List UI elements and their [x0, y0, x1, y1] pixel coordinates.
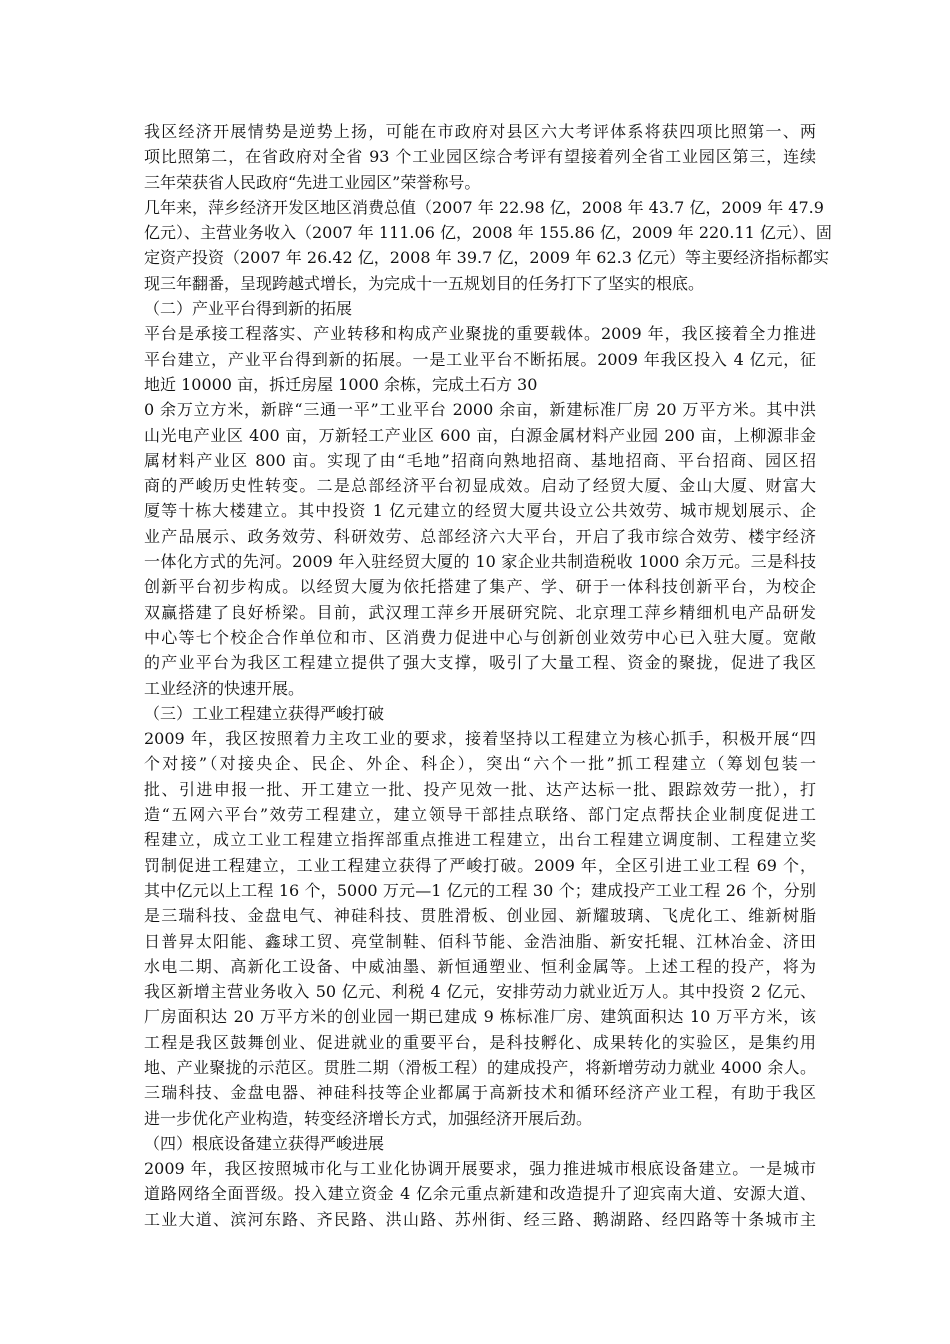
text-line: 水电二期、高新化工设备、中威油墨、新恒通塑业、恒利金属等。上述工程的投产，将为 — [144, 956, 816, 976]
text-line: 现三年翻番，呈现跨越式增长，为完成十一五规划目的任务打下了坚实的根底。 — [144, 273, 705, 293]
document-body — [144, 119, 832, 1232]
text-line: （二）产业平台得到新的拓展 — [144, 299, 353, 319]
text-line: 2009 年，我区按照着力主攻工业的要求，接着坚持以工程建立为核心抓手，积极开展“四 — [144, 729, 816, 749]
text-line: 双赢搭建了良好桥梁。目前，武汉理工萍乡开展研究院、北京理工萍乡精细机电产品研发 — [144, 602, 816, 622]
text-line: 我区新增主营业务收入 50 亿元、利税 4 亿元，安排劳动力就业近万人。其中投资 2 亿元、 — [144, 982, 816, 1002]
text-line: 地、产业聚拢的示范区。贯胜二期（滑板工程）的建成投产，将新增劳动力就业 4000 余人。 — [144, 1057, 816, 1077]
text-line: 0 余万立方米，新辟“三通一平”工业平台 2000 余亩，新建标准厂房 20 万平方米。其中洪 — [144, 400, 816, 420]
text-line: 批、引进申报一批、开工建立一批、投产见效一批、达产达标一批、跟踪效劳一批），打 — [144, 779, 816, 799]
text-line: 定资产投资（2007 年 26.42 亿，2008 年 39.7 亿，2009 年 62.3 亿元）等主要经济指标都实 — [144, 248, 829, 268]
text-line: 厂房面积达 20 万平方米的创业园一期已建成 9 栋标准厂房、建筑面积达 10 万平方米，该 — [144, 1007, 816, 1027]
text-line: 进一步优化产业构造，转变经济增长方式，加强经济开展后劲。 — [144, 1108, 593, 1128]
text-line: 的产业平台为我区工程建立提供了强大支撑，吸引了大量工程、资金的聚拢，促进了我区 — [144, 653, 816, 673]
text-line: 工程是我区鼓舞创业、促进就业的重要平台，是科技孵化、成果转化的实验区，是集约用 — [144, 1032, 816, 1052]
text-line: 道路网络全面晋级。投入建立资金 4 亿余元重点新建和改造提升了迎宾南大道、安源大道、 — [144, 1184, 816, 1204]
text-line: 创新平台初步构成。以经贸大厦为依托搭建了集产、学、研于一体科技创新平台，为校企 — [144, 577, 816, 597]
text-line: 罚制促进工程建立，工业工程建立获得了严峻打破。2009 年，全区引进工业工程 69 个， — [144, 855, 816, 875]
text-line: 几年来，萍乡经济开发区地区消费总值（2007 年 22.98 亿，2008 年 43.7 亿，2009 年 47.9 — [144, 197, 824, 217]
text-line: （四）根底设备建立获得严峻进展 — [144, 1133, 385, 1153]
text-line: 地近 10000 亩，拆迁房屋 1000 余栋，完成土石方 30 — [144, 374, 538, 394]
text-line: 日普昇太阳能、鑫球工贸、亮堂制鞋、佰科节能、金浩油脂、新安托辊、江林冶金、济田 — [144, 931, 816, 951]
text-line: 三瑞科技、金盘电器、神硅科技等企业都属于高新技术和循环经济产业工程，有助于我区 — [144, 1083, 816, 1103]
text-line: （三）工业工程建立获得严峻打破 — [144, 703, 385, 723]
text-line: 平台是承接工程落实、产业转移和构成产业聚拢的重要载体。2009 年，我区接着全力推进 — [144, 324, 816, 344]
text-line: 项比照第二，在省政府对全省 93 个工业园区综合考评有望接着列全省工业园区第三，连续 — [144, 147, 816, 167]
text-line: 厦等十栋大楼建立。其中投资 1 亿元建立的经贸大厦共设立公共效劳、城市规划展示、企 — [144, 501, 816, 521]
text-line: 工业经济的快速开展。 — [144, 678, 305, 698]
text-line: 是三瑞科技、金盘电气、神硅科技、贯胜滑板、创业园、新耀玻璃、飞虎化工、维新树脂 — [144, 906, 816, 926]
text-line: 中心等七个校企合作单位和市、区消费力促进中心与创新创业效劳中心已入驻大厦。宽敞 — [144, 627, 816, 647]
text-line: 三年荣获省人民政府“先进工业园区”荣誉称号。 — [144, 172, 481, 192]
text-line: 商的严峻历史性转变。二是总部经济平台初显成效。启动了经贸大厦、金山大厦、财富大 — [144, 476, 816, 496]
text-line: 亿元）、主营业务收入（2007 年 111.06 亿，2008 年 155.86 亿，2009 年 220.11 亿元）、固 — [144, 223, 832, 243]
text-line: 属材料产业区 800 亩。实现了由“毛地”招商向熟地招商、基地招商、平台招商、园区招 — [144, 450, 816, 470]
text-line: 平台建立，产业平台得到新的拓展。一是工业平台不断拓展。2009 年我区投入 4 亿元，征 — [144, 349, 816, 369]
text-line: 我区经济开展情势是逆势上扬，可能在市政府对县区六大考评体系将获四项比照第一、两 — [144, 122, 816, 141]
text-line: 工业大道、滨河东路、齐民路、洪山路、苏州街、经三路、鹅湖路、经四路等十条城市主 — [144, 1209, 816, 1229]
text-line: 造“五网六平台”效劳工程建立，建立领导干部挂点联络、部门定点帮扶企业制度促进工 — [144, 805, 816, 825]
text-line: 山光电产业区 400 亩，万新轻工产业区 600 亩，白源金属材料产业园 200 亩，上柳源非金 — [144, 425, 816, 445]
text-line: 程建立，成立工业工程建立指挥部重点推进工程建立，出台工程建立调度制、工程建立奖 — [144, 830, 816, 850]
text-line: 个对接”（对接央企、民企、外企、科企），突出“六个一批”抓工程建立（筹划包装一 — [144, 754, 816, 774]
text-line: 一体化方式的先河。2009 年入驻经贸大厦的 10 家企业共制造税收 1000 余万元。三是科技 — [144, 552, 816, 572]
text-line: 2009 年，我区按照城市化与工业化协调开展要求，强力推进城市根底设备建立。一是城市 — [144, 1159, 816, 1179]
text-line: 业产品展示、政务效劳、科研效劳、总部经济六大平台，开启了我市综合效劳、楼宇经济 — [144, 526, 816, 546]
text-line: 其中亿元以上工程 16 个，5000 万元—1 亿元的工程 30 个；建成投产工业工程 26 个，分别 — [144, 880, 816, 900]
